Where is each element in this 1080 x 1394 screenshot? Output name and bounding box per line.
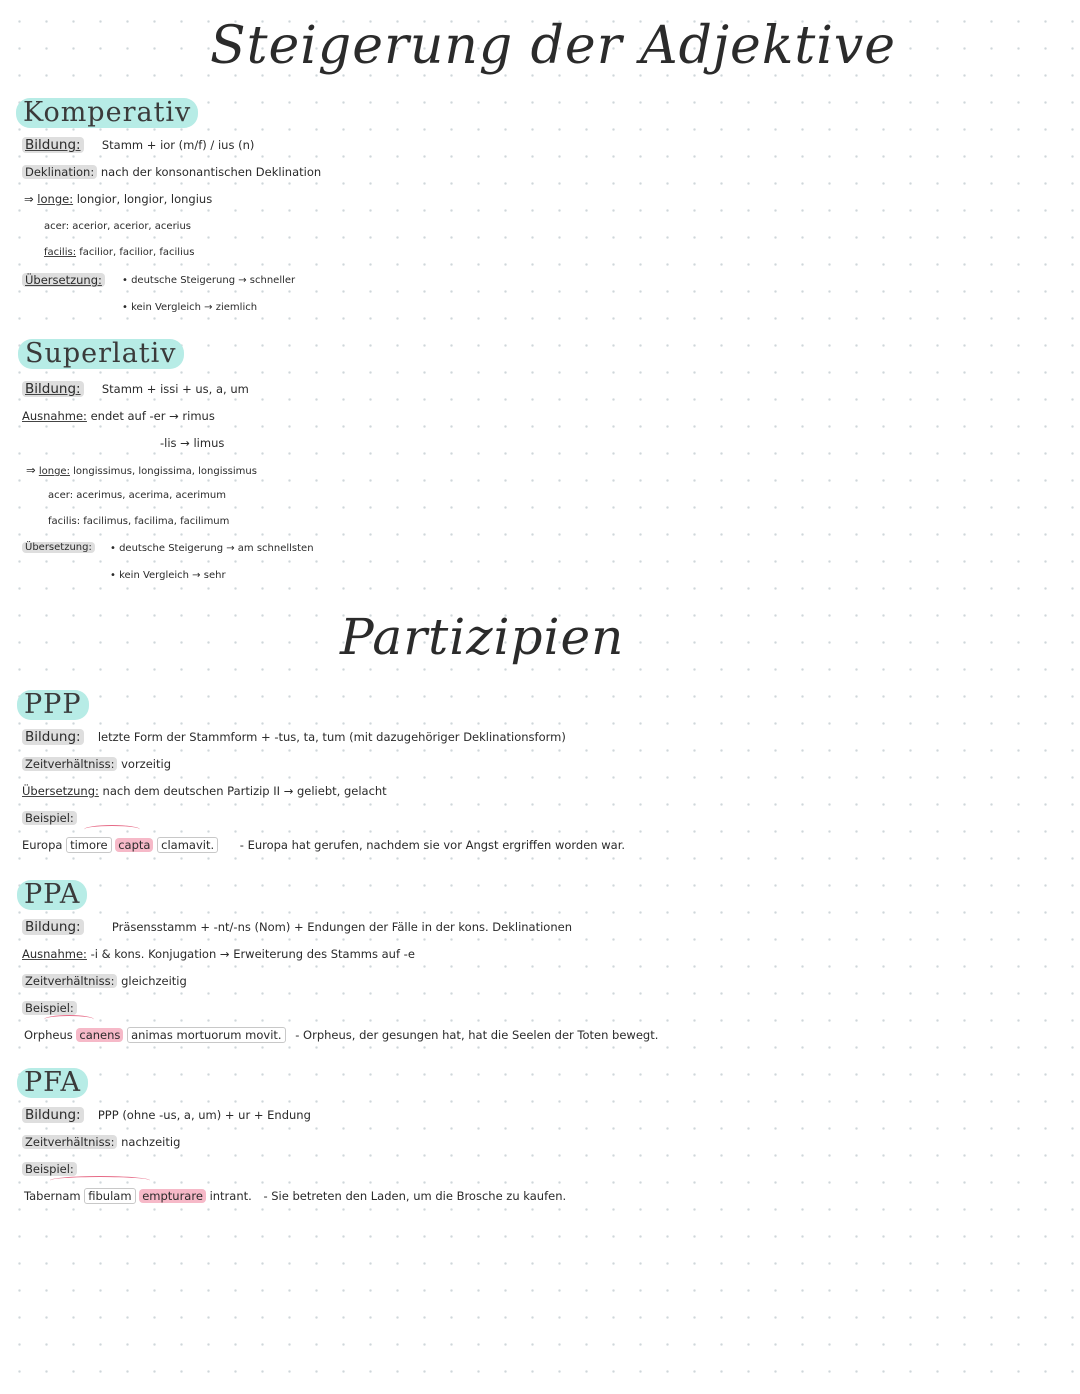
example-word: facilis: [48, 516, 81, 527]
uebersetzung-label: Übersetzung: [22, 784, 99, 798]
zeit-text: vorzeitig [121, 757, 171, 771]
superlativ-example-facilis [48, 516, 229, 527]
superlativ-example-longe [26, 463, 257, 477]
pfa-heading: PFA [17, 1068, 88, 1098]
partizipien-title: Partizipien [340, 608, 625, 666]
komparativ-bildung-row [22, 137, 254, 153]
ppa-beispiel-label [22, 1001, 77, 1015]
zeit-text: nachzeitig [121, 1135, 181, 1149]
bildung-label: Bildung: [22, 381, 84, 397]
pfa-beispiel-label [22, 1162, 77, 1176]
example-forms: facilior, facilior, facilius [79, 247, 195, 258]
pfa-example-row [24, 1189, 566, 1203]
ppp-uebersetzung-row [22, 784, 387, 798]
komparativ-ue2: • kein Vergleich → ziemlich [122, 302, 258, 313]
ausnahme-text: -i & kons. Konjugation → Erweiterung des Stamms auf -e [90, 947, 415, 961]
zeit-text: gleichzeitig [121, 974, 187, 988]
komparativ-uebersetzung-label [22, 273, 105, 287]
example-word: acer: [44, 221, 70, 232]
example-word-boxed: animas mortuorum movit. [127, 1027, 286, 1043]
example-translation: - Europa hat gerufen, nachdem sie vor Angst ergriffen worden war. [239, 838, 626, 852]
bildung-text: Präsensstamm + -nt/-ns (Nom) + Endungen der Fälle in der kons. Deklinationen [111, 920, 572, 934]
superlativ-ausnahme-2: -lis → limus [160, 436, 225, 450]
example-participle: canens [76, 1028, 123, 1042]
ausnahme-label: Ausnahme: [22, 947, 87, 961]
example-word-boxed: fibulam [84, 1188, 135, 1204]
ppp-beispiel-label [22, 811, 77, 825]
uebersetzung-label: Übersetzung: [22, 542, 95, 553]
bildung-label: Bildung: [22, 137, 84, 153]
superlativ-heading: Superlativ [18, 339, 184, 369]
superlativ-ue2: • kein Vergleich → sehr [110, 570, 226, 581]
ppa-zeit-row [22, 974, 187, 988]
superlativ-example-acer [48, 490, 226, 501]
komparativ-example-facilis [44, 247, 194, 258]
komparativ-example-acer [44, 221, 191, 232]
example-word: facilis: [44, 247, 77, 258]
superlativ-uebersetzung-label [22, 542, 95, 553]
bildung-label: Bildung: [22, 919, 84, 935]
arrow-icon: ⇒ [24, 192, 34, 206]
arrow-icon: ⇒ [26, 463, 36, 477]
ppp-example-row [22, 838, 625, 852]
komparativ-ue1: • deutsche Steigerung → schneller [122, 275, 296, 286]
ausnahme-text-1: endet auf -er → rimus [90, 409, 215, 423]
deklination-label: Deklination: [22, 165, 97, 179]
example-word-boxed: timore [66, 837, 112, 853]
example-translation: - Sie betreten den Laden, um die Brosche zu kaufen. [263, 1189, 567, 1203]
example-word: intrant. [209, 1189, 252, 1203]
zeit-label: Zeitverhältniss: [22, 974, 117, 988]
example-word: longe: [38, 466, 70, 477]
example-translation: - Orpheus, der gesungen hat, hat die Seelen der Toten bewegt. [295, 1028, 659, 1042]
superlativ-ausnahme-row [22, 409, 215, 423]
komparativ-deklination-row [22, 165, 321, 179]
ausnahme-label: Ausnahme: [22, 409, 87, 423]
ppa-heading: PPA [17, 880, 87, 910]
example-word-boxed: clamavit. [157, 837, 218, 853]
komparativ-example-longe [24, 192, 212, 206]
example-forms: facilimus, facilima, facilimum [83, 516, 230, 527]
pfa-bildung-row [22, 1107, 311, 1123]
bildung-text: PPP (ohne -us, a, um) + ur + Endung [97, 1108, 311, 1122]
example-forms: longissimus, longissima, longissimus [73, 466, 257, 477]
example-participle: capta [115, 838, 153, 852]
example-word: Europa [22, 838, 63, 852]
bildung-text: Stamm + ior (m/f) / ius (n) [101, 138, 255, 152]
uebersetzung-label: Übersetzung: [22, 273, 105, 287]
example-word: acer: [48, 490, 74, 501]
uebersetzung-text: nach dem deutschen Partizip II → geliebt, gelacht [102, 784, 387, 798]
superlativ-bildung-row [22, 381, 249, 397]
bildung-label: Bildung: [22, 1107, 84, 1123]
main-title: Steigerung der Adjektive [210, 16, 897, 76]
beispiel-label: Beispiel: [22, 1162, 77, 1176]
ppp-heading: PPP [17, 690, 89, 720]
ppa-example-arrow [44, 1015, 94, 1024]
zeit-label: Zeitverhältniss: [22, 757, 117, 771]
ppp-example-arrow [84, 825, 140, 834]
zeit-label: Zeitverhältniss: [22, 1135, 117, 1149]
superlativ-ue1: • deutsche Steigerung → am schnellsten [110, 543, 314, 554]
example-word: Orpheus [24, 1028, 73, 1042]
pfa-zeit-row [22, 1135, 180, 1149]
example-forms: acerior, acerior, acerius [72, 221, 192, 232]
pfa-example-arrow [50, 1176, 150, 1185]
example-word: longe: [37, 192, 74, 206]
example-forms: acerimus, acerima, acerimum [76, 490, 226, 501]
example-word: Tabernam [24, 1189, 81, 1203]
beispiel-label: Beispiel: [22, 811, 77, 825]
ppp-zeit-row [22, 757, 171, 771]
ppa-ausnahme-row [22, 947, 415, 961]
bildung-label: Bildung: [22, 729, 84, 745]
ppp-bildung-row [22, 729, 566, 745]
example-participle: empturare [139, 1189, 206, 1203]
ppa-example-row [24, 1028, 658, 1042]
ppa-bildung-row [22, 919, 572, 935]
beispiel-label: Beispiel: [22, 1001, 77, 1015]
example-forms: longior, longior, longius [76, 192, 213, 206]
bildung-text: letzte Form der Stammform + -tus, ta, tum (mit dazugehöriger Deklinationsform) [97, 730, 566, 744]
komparativ-heading: Komperativ [16, 98, 198, 128]
deklination-text: nach der konsonantischen Deklination [100, 165, 322, 179]
bildung-text: Stamm + issi + us, a, um [101, 382, 249, 396]
